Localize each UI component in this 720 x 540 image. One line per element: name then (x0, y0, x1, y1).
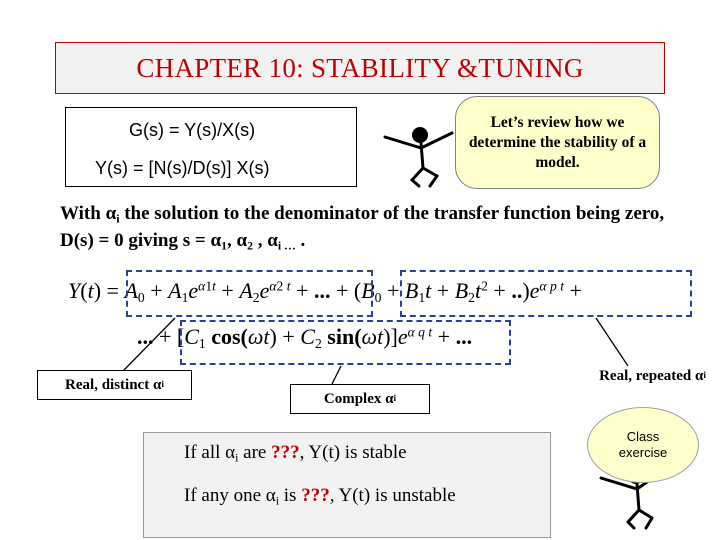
complex-label: Complex α i (290, 384, 430, 414)
real-distinct-label: Real, distinct α i (37, 370, 192, 400)
label-text: Real, repeated (599, 367, 692, 384)
label-text: Real, distinct (65, 376, 150, 393)
alpha-symbol: α (695, 367, 704, 384)
alpha-symbol: α (265, 485, 276, 506)
condition-text: , Y(t) is unstable (329, 485, 456, 506)
alpha-symbol: α (236, 230, 248, 251)
unstable-condition (184, 485, 456, 507)
condition-text: are (238, 442, 272, 463)
class-exercise-text: Class exercise (618, 429, 668, 460)
alpha-symbol: α (225, 442, 236, 463)
subscript: i … (277, 239, 296, 253)
para-text-2: the solution to the denominator of the transfer function being zero, D(s) = 0 giving s = (60, 203, 665, 251)
solution-formula-row-2: ... + [$C_1$ $\cos(\omega t) + C_2$ $\sin(\omega t)]e^{\alpha q t}$ + ... (137, 324, 473, 352)
condition-text: is (279, 485, 302, 506)
para-end: . (295, 230, 306, 251)
alpha-symbol: α (105, 203, 117, 224)
alpha-symbol: α (210, 230, 222, 251)
stable-condition (184, 442, 407, 464)
alpha-symbol: α (385, 390, 394, 407)
alpha-symbol: α (152, 376, 162, 393)
slide-title: CHAPTER 10: STABILITY &TUNING (136, 52, 584, 83)
subscript: i (235, 451, 239, 465)
question-marks: ??? (301, 485, 330, 506)
para-text-1: With (60, 203, 106, 224)
condition-text: , Y(t) is stable (299, 442, 407, 463)
speech-bubble-text: Let’s review how we determine the stability of a model. (468, 113, 647, 171)
real-repeated-label: Real, repeated α i (599, 367, 706, 384)
separator: , (226, 230, 237, 251)
subscript: i (275, 494, 280, 508)
subscript: 1 (221, 239, 227, 253)
class-exercise-bubble (587, 407, 699, 483)
condition-text: If all (184, 442, 226, 463)
transfer-function-equation: G(s) = Y(s)/X(s) (129, 120, 256, 140)
question-marks: ??? (271, 442, 300, 463)
condition-text: If any one (184, 485, 266, 506)
stability-conditions-box (143, 432, 551, 538)
alpha-symbol: α (267, 230, 278, 251)
output-equation: Y(s) = [N(s)/D(s)] X(s) (95, 158, 270, 178)
solution-formula-row-1: $Y(t) = A_0 + A_1e^{\alpha 1t} + A_2e^{\alpha 2 t}$ + ... + $(B_0 + B_1t + B_2t^2 + ..)e^{\alpha p t}$ + (68, 278, 582, 306)
stick-figure-icon (385, 127, 452, 186)
separator: , (252, 230, 268, 251)
subscript: i (116, 212, 120, 226)
subscript: 2 (247, 239, 253, 253)
label-text: Complex (323, 390, 382, 407)
